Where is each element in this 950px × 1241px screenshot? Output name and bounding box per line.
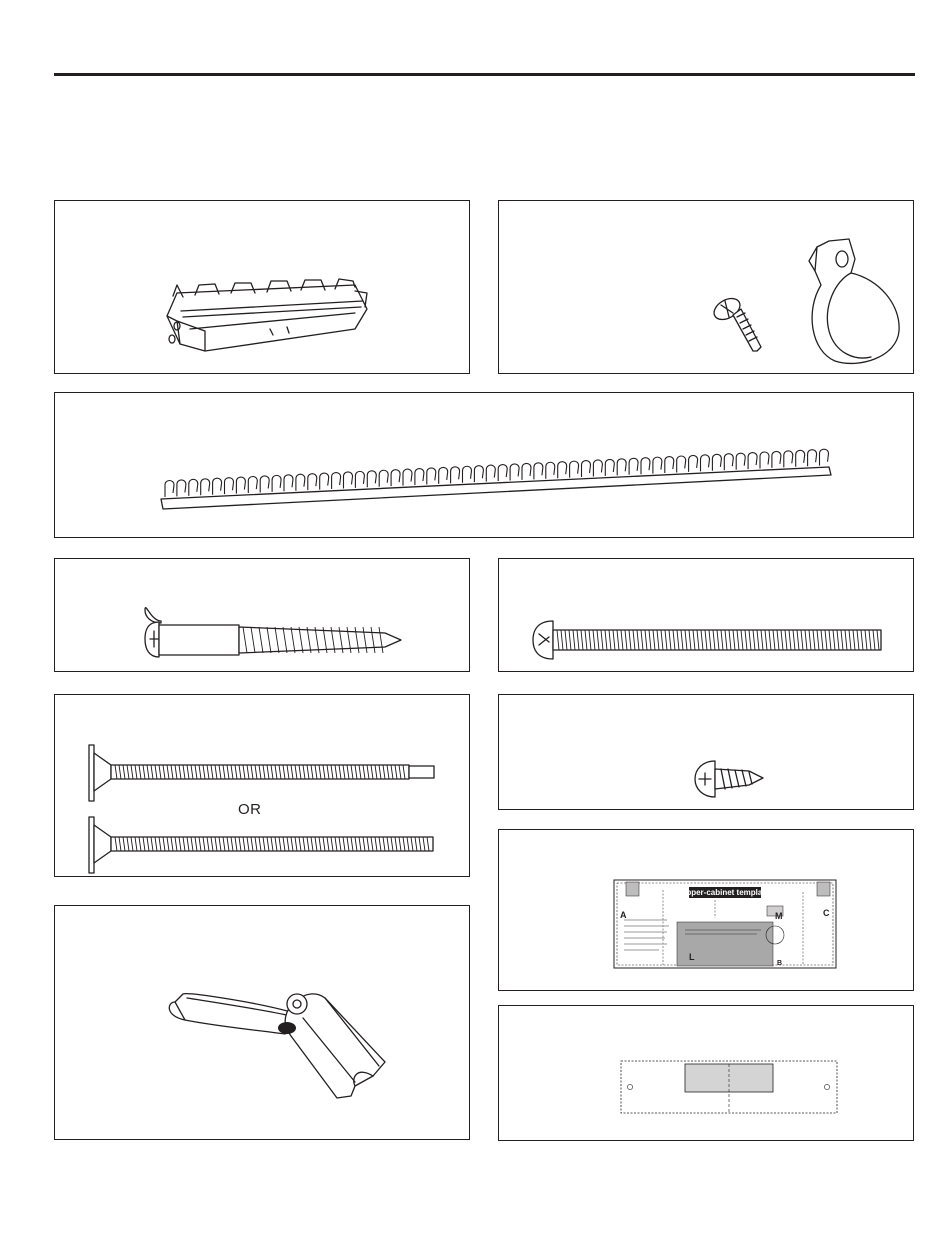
wall-template-icon: [499, 1006, 913, 1140]
part-panel-wood-screw: [54, 558, 470, 672]
template-mark-c: C: [823, 908, 830, 918]
template-mark-m: M: [775, 911, 783, 921]
part-panel-machine-bolt: [498, 558, 914, 672]
part-panel-bracket: [54, 200, 470, 374]
toggle-anchor-icon: [55, 906, 469, 1139]
flat-head-bolt-full-icon: [89, 817, 433, 873]
upper-cabinet-template-icon: [499, 830, 913, 990]
part-panel-strip: [54, 392, 914, 538]
part-panel-sheet-metal-screw: [498, 694, 914, 810]
template-mark-l: L: [689, 952, 695, 962]
flat-head-bolt-icon: [55, 695, 469, 876]
header-rule: [54, 73, 915, 76]
part-panel-cabinet-template: [498, 829, 914, 991]
screw-icon: [710, 294, 761, 351]
clamp-icon: [809, 239, 899, 363]
template-mark-a: A: [620, 910, 627, 920]
template-mark-b: B: [777, 960, 783, 967]
hinged-strip-icon: [55, 393, 913, 537]
flat-head-bolt-partial-icon: [89, 745, 434, 801]
part-panel-clamp: [498, 200, 914, 374]
part-panel-toggle: [54, 905, 470, 1140]
machine-bolt-icon: [499, 559, 913, 671]
wood-screw-icon: [55, 559, 469, 671]
sheet-metal-screw-icon: [499, 695, 913, 809]
cable-clamp-and-screw-icon: [499, 201, 913, 373]
part-panel-flat-bolts: [54, 694, 470, 877]
or-separator: OR: [238, 801, 262, 818]
part-panel-wall-template: [498, 1005, 914, 1141]
mounting-bracket-icon: [55, 201, 469, 373]
template-title: Upper-cabinet template: [680, 888, 770, 897]
